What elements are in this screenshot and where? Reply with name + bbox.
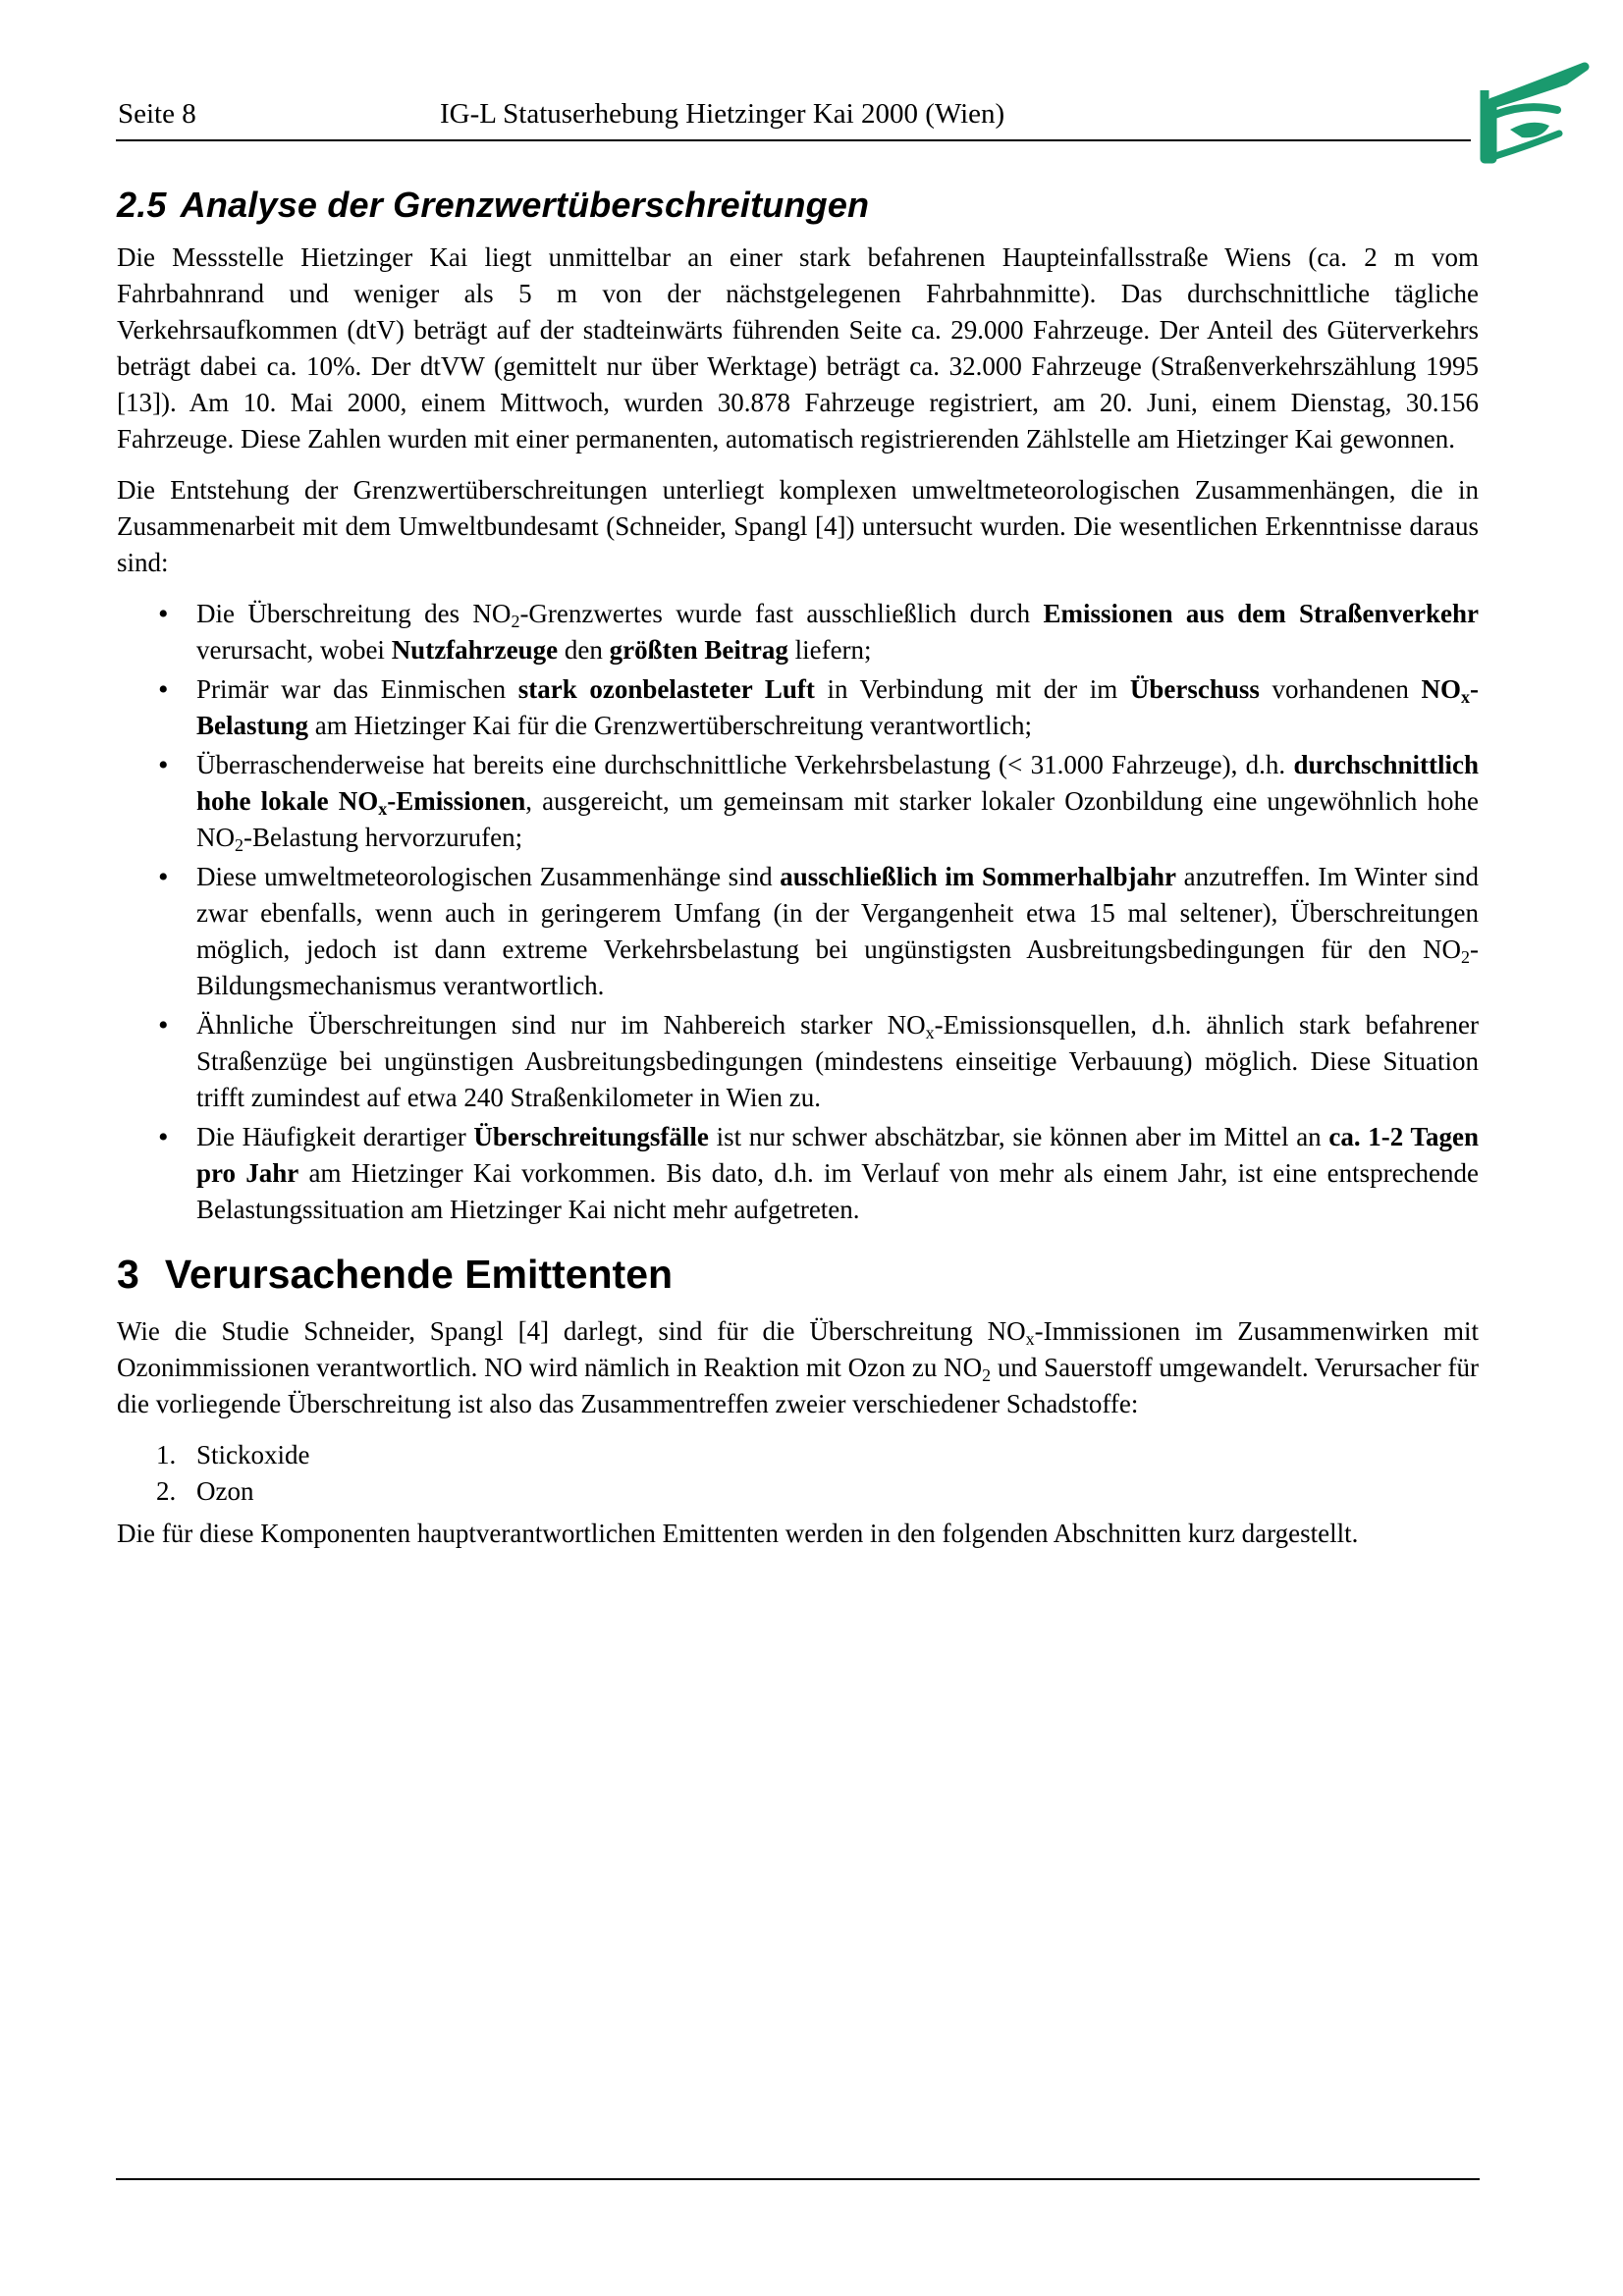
page-header: [116, 98, 1471, 141]
list-item: • Die Häufigkeit derartiger Überschreitungsfälle ist nur schwer abschätzbar, sie können aber im Mittel an ca. 1-2 Tagen pro Jahr am Hietzinger Kai vorkommen. Bis dato, d.h. im Verlauf von mehr als einem Jahr, ist eine entsprechende Belastungssituation am Hietzinger Kai nicht mehr aufgetreten.: [117, 1119, 1479, 1228]
list-item: 1. Stickoxide: [156, 1440, 310, 1469]
footer-rule: [116, 2178, 1480, 2180]
paragraph-measurement-site: Die Messstelle Hietzinger Kai liegt unmittelbar an einer stark befahrenen Haupteinfallsstraße Wiens (ca. 2 m vom Fahrbahnrand und weniger als 5 m von der nächstgelegenen Fahrbahnmitte). Das durchschnittliche tägliche Verkehrsaufkommen (dtV) beträgt auf der stadteinwärts führenden Seite ca. 29.000 Fahrzeuge. Der Anteil des Güterverkehrs beträgt dabei ca. 10%. Der dtVW (gemittelt nur über Werktage) beträgt ca. 32.000 Fahrzeuge (Straßenverkehrszählung 1995 [13]). Am 10. Mai 2000, einem Mittwoch, wurden 30.878 Fahrzeuge registriert, am 20. Juni, einem Dienstag, 30.156 Fahrzeuge. Diese Zahlen wurden mit einer permanenten, automatisch registrierenden Zählstelle am Hietzinger Kai gewonnen.: [117, 242, 1479, 454]
list-item: 2. Ozon: [156, 1476, 254, 1506]
list-item: • Überraschenderweise hat bereits eine durchschnittliche Verkehrsbelastung (< 31.000 Fahrzeuge), d.h. durchschnittlich hohe lokale $NO_x$-Emissionen, ausgereicht, um gemeinsam mit starker lokaler Ozonbildung eine ungewöhnlich hohe $NO_2$-Belastung hervorzurufen;: [117, 747, 1479, 856]
paragraph-emitters-outlook: Die für diese Komponenten hauptverantwortlichen Emittenten werden in den folgenden Abschnitten kurz dargestellt.: [117, 1519, 1359, 1548]
list-item: • Primär war das Einmischen stark ozonbelasteter Luft in Verbindung mit der im Überschuss vorhandenen $NO_x$-Belastung am Hietzinger Kai für die Grenzwertüberschreitung verantwortlich;: [117, 671, 1479, 744]
document-title: IG-L Statuserhebung Hietzinger Kai 2000 (Wien): [440, 98, 1005, 130]
page-number: Seite 8: [118, 98, 196, 130]
section-heading-3: 3 Verursachende Emittenten: [117, 1252, 674, 1297]
findings-list: [117, 596, 1479, 1228]
page-content: [117, 185, 1479, 1567]
list-item: • Diese umweltmeteorologischen Zusammenhänge sind ausschließlich im Sommerhalbjahr anzutreffen. Im Winter sind zwar ebenfalls, wenn auch in geringerem Umfang (in der Vergangenheit etwa 15 mal seltener), Überschreitungen möglich, jedoch ist dann extreme Verkehrsbelastung bei ungünstigsten Ausbreitungsbedingungen für den $NO_2$-Bildungsmechanismus verantwortlich.: [117, 859, 1479, 1004]
list-item: • Die Überschreitung des $NO_2$-Grenzwertes wurde fast ausschließlich durch Emissionen aus dem Straßenverkehr verursacht, wobei Nutzfahrzeuge den größten Beitrag liefern;: [117, 596, 1479, 668]
paragraph-exceedance-causes: Die Entstehung der Grenzwertüberschreitungen unterliegt komplexen umweltmeteorologischen Zusammenhängen, die in Zusammenarbeit mit dem Umweltbundesamt (Schneider, Spangl [4]) untersucht wurden. Die wesentlichen Erkenntnisse daraus sind:: [117, 475, 1479, 577]
section-heading-2-5: 2.5 Analyse der Grenzwertüberschreitungen: [117, 185, 870, 225]
pollutant-list: [117, 1437, 1479, 1510]
umweltbundesamt-logo-icon: [1471, 61, 1594, 164]
paragraph-emitters-intro: Wie die Studie Schneider, Spangl [4] darlegt, sind für die Überschreitung $NO_x$-Immissionen im Zusammenwirken mit Ozonimmissionen verantwortlich. NO wird nämlich in Reaktion mit Ozon zu $NO_2$ und Sauerstoff umgewandelt. Verursacher für die vorliegende Überschreitung ist also das Zusammentreffen zweier verschiedener Schadstoffe:: [117, 1316, 1479, 1418]
list-item: • Ähnliche Überschreitungen sind nur im Nahbereich starker $NO_x$-Emissionsquellen, d.h. ähnlich stark befahrener Straßenzüge bei ungünstigen Ausbreitungsbedingungen (mindestens einseitige Verbauung) möglich. Diese Situation trifft zumindest auf etwa 240 Straßenkilometer in Wien zu.: [117, 1007, 1479, 1116]
